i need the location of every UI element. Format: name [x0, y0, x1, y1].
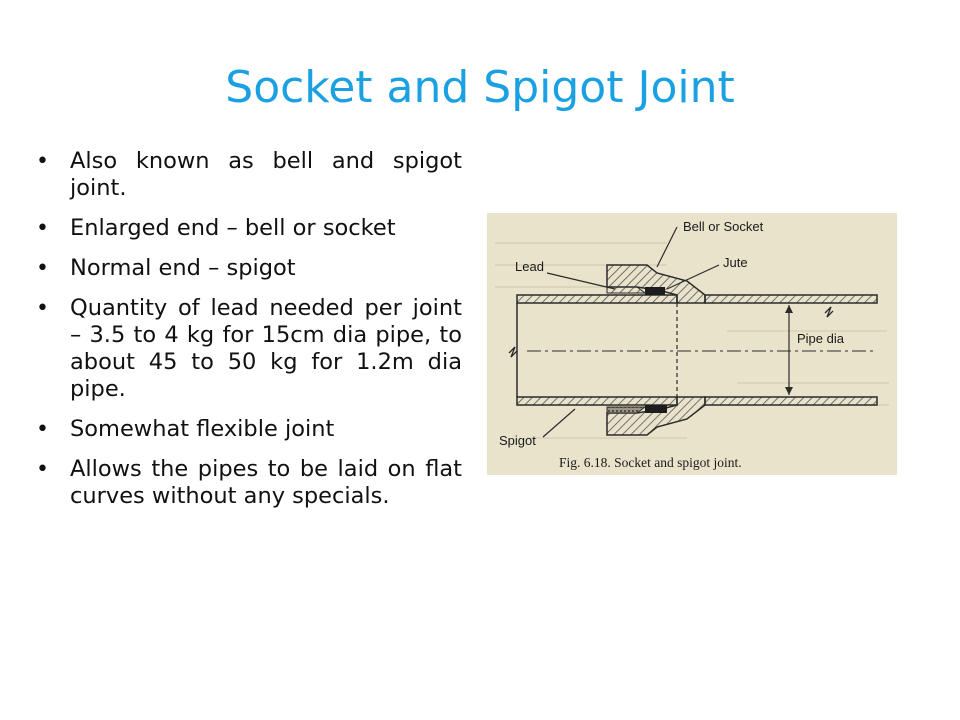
figure-caption: Fig. 6.18. Socket and spigot joint. [559, 455, 742, 470]
spigot-wall-top [517, 295, 677, 303]
bullet-icon: • [36, 417, 49, 442]
bullet-item [36, 416, 462, 443]
leader-bell [657, 227, 677, 267]
label-bell: Bell or Socket [683, 219, 764, 234]
label-spigot: Spigot [499, 433, 536, 448]
pipe-wall-bottom [705, 397, 877, 405]
pipe-wall-top [705, 295, 877, 303]
label-pipe-dia: Pipe dia [797, 331, 844, 346]
bullet-item [36, 295, 462, 403]
joint-diagram [487, 213, 897, 475]
jute-bottom [645, 405, 667, 413]
bullet-icon: • [36, 256, 49, 281]
bullet-item [36, 148, 462, 202]
bullet-text: Allows the pipes to be laid on flat curves without any specials. [70, 456, 462, 509]
arrow-down-icon [785, 387, 793, 395]
jute-top [645, 287, 665, 295]
bullet-text: Also known as bell and spigot joint. [70, 148, 462, 201]
break-mark-right [825, 307, 833, 317]
break-mark-left [509, 347, 517, 357]
bullet-item [36, 255, 462, 282]
label-jute: Jute [723, 255, 748, 270]
arrow-up-icon [785, 305, 793, 313]
bullet-icon: • [36, 216, 49, 241]
bullet-item [36, 215, 462, 242]
bullet-text: Somewhat flexible joint [70, 416, 335, 442]
bullet-item [36, 456, 462, 510]
spigot-wall-bottom [517, 397, 677, 405]
joint-figure [487, 213, 897, 475]
bullet-text: Normal end – spigot [70, 255, 296, 281]
bullet-text: Enlarged end – bell or socket [70, 215, 396, 241]
bullet-text: Quantity of lead needed per joint – 3.5 to 4 kg for 15cm dia pipe, to about 45 to 50 kg for 1.2m dia pipe. [70, 295, 462, 402]
bullet-icon: • [36, 149, 49, 174]
bullet-icon: • [36, 457, 49, 482]
slide-title: Socket and Spigot Joint [225, 62, 735, 113]
leader-spigot [543, 409, 575, 437]
bullet-list [36, 148, 462, 523]
bullet-icon: • [36, 296, 49, 321]
label-lead: Lead [515, 259, 544, 274]
